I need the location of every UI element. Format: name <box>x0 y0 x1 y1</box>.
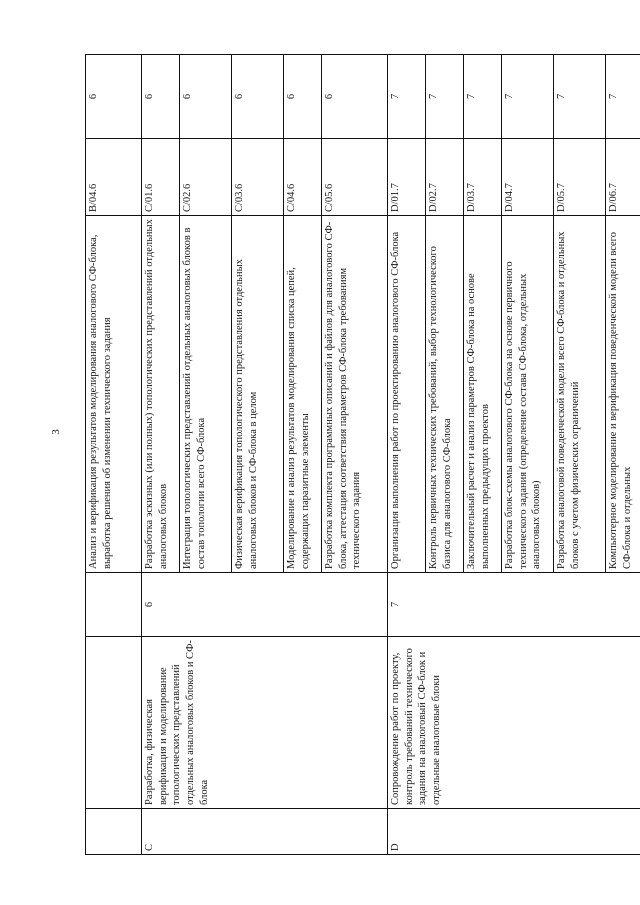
row-code: C/02.6 <box>180 139 232 216</box>
row-function <box>86 637 142 809</box>
row-function: Разработка, физическая верификация и моделирование топологических представлений отдельных аналоговых блоков и СФ-блока <box>142 637 388 809</box>
row-task: Компьютерное моделирование и верификация поведенческой модели всего СФ-блока и отдельных <box>606 216 640 573</box>
row-sublevel: 6 <box>86 55 142 139</box>
row-task: Разработка блок-схемы аналогового СФ-блока на основе первичного технического задания (определение состава СФ-блока, отдельных аналоговых блоков) <box>502 216 554 573</box>
row-code: D/02.7 <box>426 139 464 216</box>
row-function: Сопровождение работ по проекту, контроль требований технического задания на аналоговый СФ-блок и отдельные аналоговые блоки <box>388 637 640 809</box>
row-code: C/04.6 <box>284 139 322 216</box>
row-code: C/03.6 <box>232 139 284 216</box>
row-code: D/01.7 <box>388 139 426 216</box>
row-sublevel: 6 <box>322 55 388 139</box>
row-level: 7 <box>388 573 640 637</box>
row-code: C/05.6 <box>322 139 388 216</box>
row-letter: D <box>388 809 640 855</box>
row-sublevel: 7 <box>388 55 426 139</box>
row-sublevel: 7 <box>426 55 464 139</box>
row-task: Анализ и верификация результатов моделирования аналогового СФ-блока, выработка решения об изменении технического задания <box>86 216 142 573</box>
row-task: Организация выполнения работ по проектированию аналогового СФ-блока <box>388 216 426 573</box>
labor-functions-table <box>85 54 640 855</box>
row-letter <box>86 809 142 855</box>
row-level <box>86 573 142 637</box>
row-task: Заключительный расчет и анализ параметров СФ-блока на основе выполненных предыдущих проектов <box>464 216 502 573</box>
row-task: Контроль первичных технических требований, выбор технологического базиса для аналогового СФ-блока <box>426 216 464 573</box>
row-task: Физическая верификация топологического представления отдельных аналоговых блоков и СФ-блока в целом <box>232 216 284 573</box>
row-code: C/01.6 <box>142 139 180 216</box>
row-task: Разработка эскизных (или полных) топологических представлений отдельных аналоговых блоков <box>142 216 180 573</box>
row-sublevel: 6 <box>180 55 232 139</box>
row-code: B/04.6 <box>86 139 142 216</box>
row-sublevel: 6 <box>142 55 180 139</box>
table-row <box>86 55 142 855</box>
row-task: Моделирование и анализ результатов моделирования списка цепей, содержащих паразитные элементы <box>284 216 322 573</box>
row-code: D/05.7 <box>554 139 606 216</box>
row-task: Интеграция топологических представлений отдельных аналоговых блоков в состав топологии всего СФ-блока <box>180 216 232 573</box>
row-code: D/06.7 <box>606 139 640 216</box>
row-sublevel: 6 <box>284 55 322 139</box>
row-code: D/04.7 <box>502 139 554 216</box>
row-sublevel: 7 <box>464 55 502 139</box>
row-sublevel: 7 <box>606 55 640 139</box>
row-task: Разработка аналоговой поведенческой модели всего СФ-блока и отдельных блоков с учетом физических ограничений <box>554 216 606 573</box>
row-code: D/03.7 <box>464 139 502 216</box>
row-sublevel: 7 <box>502 55 554 139</box>
rotated-table-container <box>85 55 633 855</box>
row-sublevel: 6 <box>232 55 284 139</box>
row-task: Разработка комплекта программных описаний и файлов для аналогового СФ-блока, аттестация соответствия параметров СФ-блока требованиям технического задания <box>322 216 388 573</box>
row-sublevel: 7 <box>554 55 606 139</box>
row-level: 6 <box>142 573 388 637</box>
table-row <box>142 55 180 855</box>
page-number: 3 <box>50 429 62 435</box>
row-letter: C <box>142 809 388 855</box>
table-row <box>388 55 426 855</box>
